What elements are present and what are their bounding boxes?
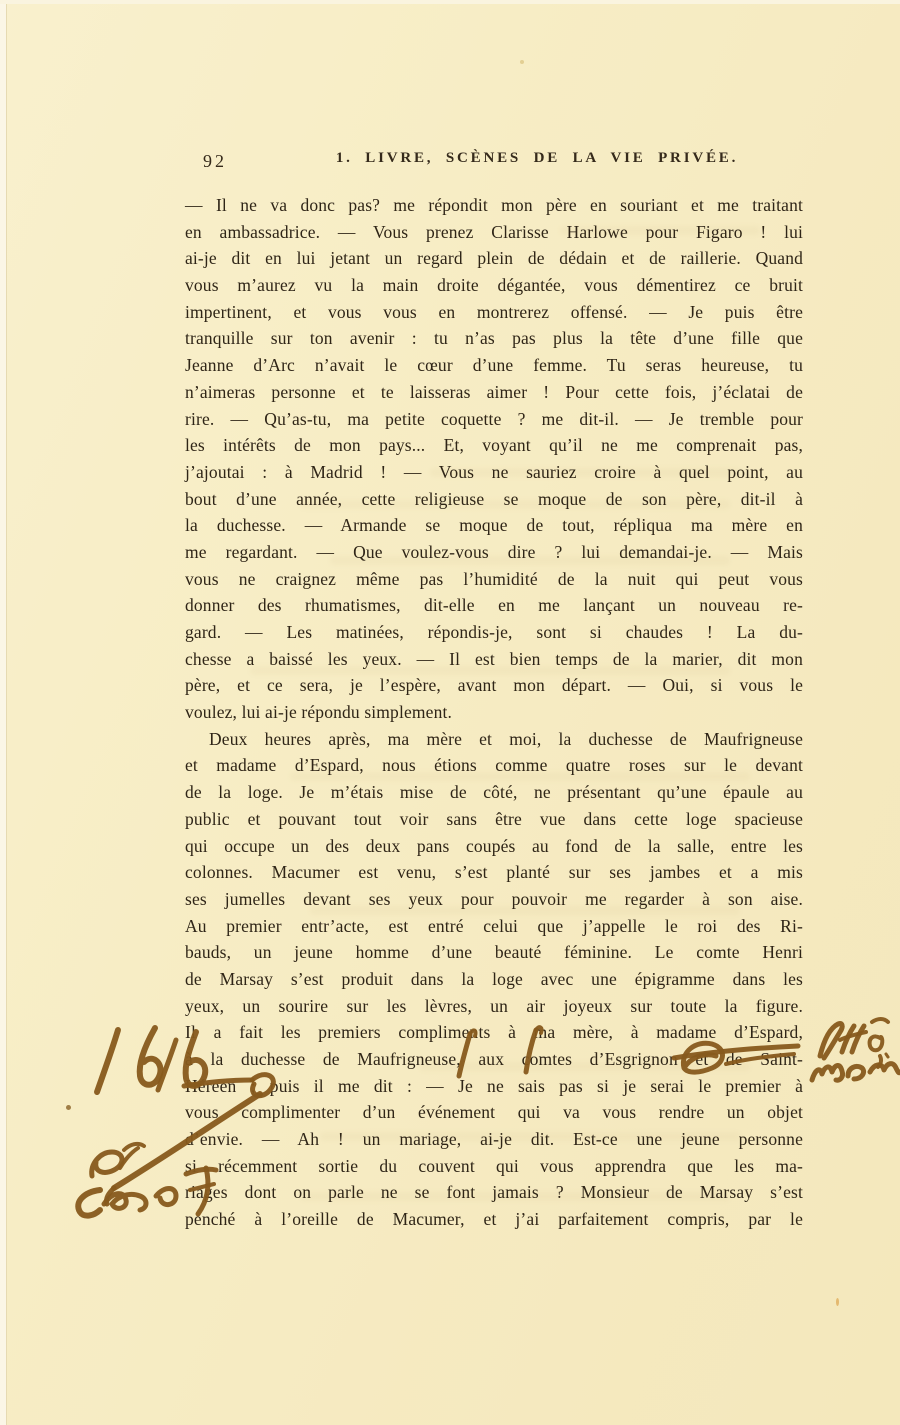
text-line: — Il ne va donc pas? me répondit mon père en souriant et me traitant xyxy=(185,195,803,215)
text-line: me regardant. — Que voulez-vous dire ? lui demandai-je. — Mais xyxy=(185,541,803,562)
text-line: et madame d’Espard, nous étions comme quatre roses sur le devant xyxy=(185,755,803,776)
page-header xyxy=(185,150,803,176)
text-line: la duchesse. — Armande se moque de tout, répliqua ma mère en xyxy=(185,515,803,536)
text-line: de Marsay s’est produit dans la loge avec une épigramme dans les xyxy=(185,968,803,989)
text-line: si récemment sortie du couvent qui vous apprendra que les ma- xyxy=(185,1155,803,1176)
text-line: Il a fait les premiers compliments à ma mère, à madame d’Espard, xyxy=(185,1022,803,1043)
text-line: gard. — Les matinées, répondis-je, sont si chaudes ! La du- xyxy=(185,622,803,642)
text-line: vous ne craignez même pas l’humidité de la nuit qui peut vous xyxy=(185,568,803,589)
text-line: qui occupe un des deux pans coupés au fond de la salle, entre les xyxy=(185,835,803,856)
text-line: de la loge. Je m’étais mise de côté, ne présentant qu’une épaule au xyxy=(185,782,803,803)
text-line: d’envie. — Ah ! un mariage, ai-je dit. Est-ce une jeune personne xyxy=(185,1129,803,1150)
text-line: voulez, lui ai-je répondu simplement. xyxy=(185,702,453,723)
scan-edge-left xyxy=(0,0,7,1425)
text-line: à la duchesse de Maufrigneuse, aux comtes d’Esgrignon et de Saint- xyxy=(185,1049,803,1069)
text-line: penché à l’oreille de Macumer, et j’ai parfaitement compris, par le xyxy=(185,1209,803,1230)
text-line: impertinent, et vous vous en montrerez offensé. — Je puis être xyxy=(185,301,803,322)
text-line: Héreen ; puis il me dit : — Je ne sais pas si je serai le premier à xyxy=(185,1075,803,1096)
page-number: 92 xyxy=(203,151,227,171)
text-line: riages dont on parle ne se font jamais ? Monsieur de Marsay s’est xyxy=(185,1182,803,1203)
text-line: colonnes. Macumer est venu, s’est planté sur ses jambes et a mis xyxy=(185,862,803,883)
text-line: rire. — Qu’as-tu, ma petite coquette ? me dit-il. — Je tremble pour xyxy=(185,408,803,429)
text-line: yeux, un sourire sur les lèvres, un air joyeux sur toute la figure. xyxy=(185,995,803,1016)
text-line: ai-je dit en lui jetant un regard plein de dédain et de raillerie. Quand xyxy=(185,248,803,269)
text-line: vous complimenter d’un événement qui va vous rendre un objet xyxy=(185,1102,803,1123)
scan-edge-top xyxy=(0,0,900,4)
running-title: 1. LIVRE, SCÈNES DE LA VIE PRIVÉE. xyxy=(335,150,739,166)
text-line: tranquille sur ton avenir : tu n’as pas plus la tête d’une fille que xyxy=(185,328,803,349)
paper-speck xyxy=(520,60,524,64)
text-line: public et pouvant tout voir sans être vue dans cette loge spacieuse xyxy=(185,808,803,829)
text-line: Jeanne d’Arc n’avait le cœur d’une femme. Tu seras heureuse, tu xyxy=(185,355,803,376)
body-text xyxy=(185,192,803,1233)
text-line: Deux heures après, ma mère et moi, la duchesse de Maufrigneuse xyxy=(209,728,803,749)
text-line: vous m’aurez vu la main droite dégantée, vous démentirez ce bruit xyxy=(185,275,803,296)
text-line: les intérêts de mon pays... Et, voyant qu’il ne me comprenait pas, xyxy=(185,435,803,456)
text-line: chesse a baissé les yeux. — Il est bien temps de la marier, dit mon xyxy=(185,648,803,669)
text-line: n’aimeras personne et te laisseras aimer ! Pour cette fois, j’éclatai de xyxy=(185,381,803,402)
text-line: ses jumelles devant ses yeux pour pouvoir me regarder à son aise. xyxy=(185,888,803,909)
ink-dot xyxy=(66,1105,71,1110)
text-line: en ambassadrice. — Vous prenez Clarisse Harlowe pour Figaro ! lui xyxy=(185,221,803,242)
text-line: père, et ce sera, je l’espère, avant mon départ. — Oui, si vous le xyxy=(185,675,803,696)
text-line: bout d’une année, cette religieuse se moque de son père, dit-il à xyxy=(185,488,803,509)
text-line: Au premier entr’acte, est entré celui que j’appelle le roi des Ri- xyxy=(185,915,803,936)
paper-speck xyxy=(836,1298,839,1306)
text-line: donner des rhumatismes, dit-elle en me lançant un nouveau re- xyxy=(185,595,803,616)
text-line: bauds, un jeune homme d’une beauté féminine. Le comte Henri xyxy=(185,942,803,963)
text-line: j’ajoutai : à Madrid ! — Vous ne sauriez croire à quel point, au xyxy=(185,461,803,482)
